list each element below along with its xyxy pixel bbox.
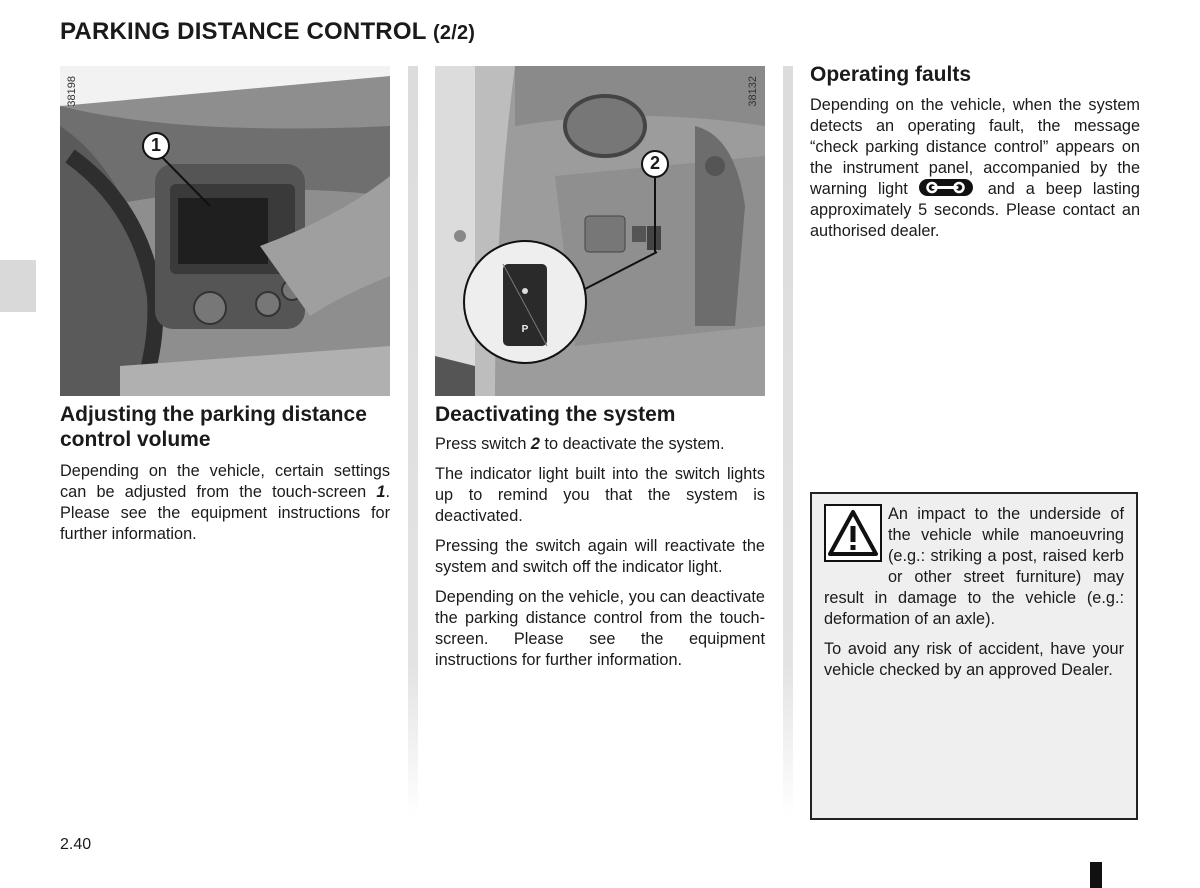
- warning-triangle-icon: [824, 504, 888, 572]
- left-column-text: [60, 402, 390, 554]
- deactivate-p3: Pressing the switch again will reactivate the system and switch off the indicator light.: [435, 537, 765, 576]
- page-title: [60, 18, 475, 46]
- warning-p1: An impact to the underside of the vehicle while manoeuvring (e.g.: striking a post, raised kerb or other street furniture) may result in damage to the vehicle (e.g.: deformation of an axle).: [824, 505, 1124, 628]
- deactivate-p1-text-1: Press switch: [435, 435, 531, 453]
- faults-text-2: and a beep lasting approximately 5 seconds. Please contact an authorised dealer.: [810, 180, 1140, 240]
- page-title-part: (2/2): [433, 22, 476, 44]
- photo-code-left: 38198: [66, 76, 78, 107]
- wrench-icon: [919, 179, 973, 196]
- faults-text-1: Depending on the vehicle, when the system detects an operating fault, the message “check parking distance control” appears on the instrument panel, accompanied by the warning light: [810, 96, 1140, 198]
- volume-paragraph: [60, 461, 390, 545]
- photo-code-middle: 38132: [747, 76, 759, 107]
- callout-1: 1: [150, 135, 161, 155]
- page-corner-mark: [1090, 862, 1102, 888]
- column-divider-right: [783, 66, 793, 816]
- switch-ref: 2: [530, 435, 540, 453]
- callout-2: 2: [649, 153, 660, 173]
- deactivate-heading: Deactivating the system: [435, 403, 676, 426]
- right-column-text: [810, 62, 1140, 251]
- touchscreen-ref: 1: [376, 483, 386, 501]
- warning-p2: To avoid any risk of accident, have your vehicle checked by an approved Dealer.: [824, 640, 1124, 679]
- page-number: 2.40: [60, 836, 92, 853]
- faults-paragraph: [810, 95, 1140, 242]
- volume-heading: Adjusting the parking distance control volume: [60, 403, 367, 451]
- deactivate-p4: Depending on the vehicle, you can deactivate the parking distance control from the touch-screen. Please see the equipment instructions for further information.: [435, 588, 765, 669]
- column-divider-left: [408, 66, 418, 816]
- warning-box: [810, 492, 1138, 820]
- deactivate-p2: The indicator light built into the switch lights up to remind you that the system is deactivated.: [435, 465, 765, 525]
- deactivate-p1-text-2: to deactivate the system.: [539, 435, 725, 453]
- switch-label: P: [521, 324, 529, 335]
- chapter-tab: [0, 260, 36, 312]
- deactivate-p1: [435, 434, 765, 455]
- volume-text-1: Depending on the vehicle, certain settings can be adjusted from the touch-screen: [60, 462, 390, 501]
- faults-heading: Operating faults: [810, 63, 972, 86]
- page-title-text: PARKING DISTANCE CONTROL: [60, 18, 427, 45]
- switch-photo: [435, 66, 765, 396]
- volume-text-2: . Please see the equipment instructions for further information.: [60, 483, 390, 543]
- dashboard-photo: [60, 66, 390, 396]
- middle-column-text: [435, 402, 765, 680]
